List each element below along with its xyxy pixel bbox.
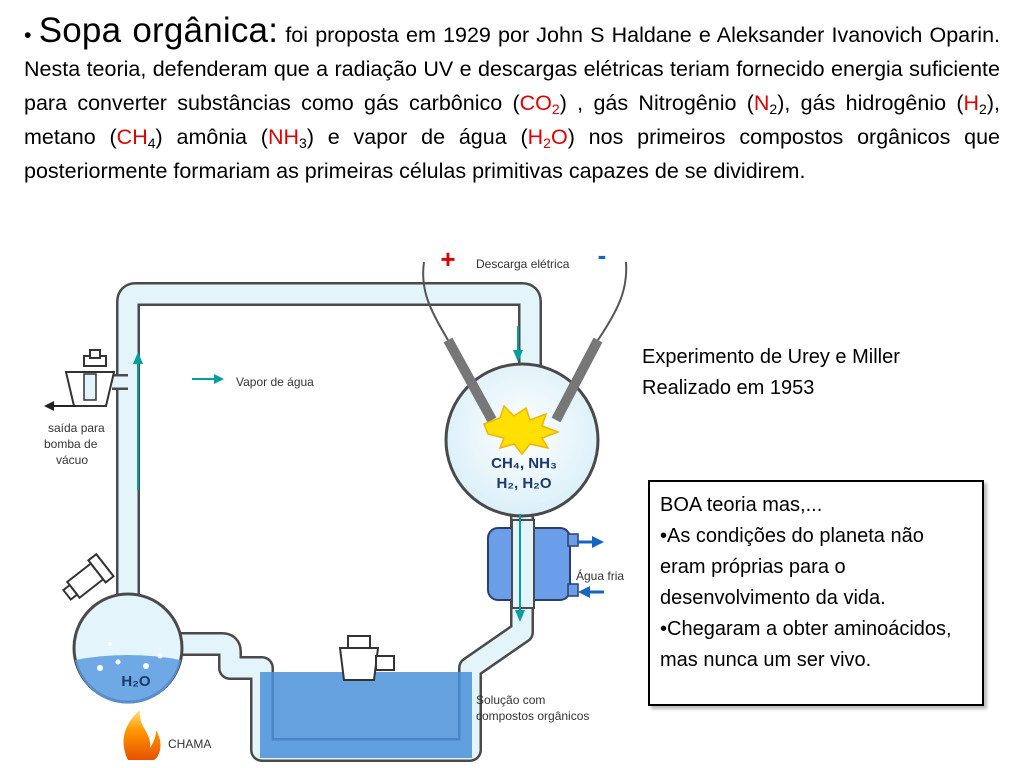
critique-box bbox=[648, 480, 984, 706]
formula-nh-sub: 3 bbox=[299, 135, 307, 151]
intro-text-1: foi proposta em 1929 por John S Haldane e Aleksander Ivanovich Oparin. Nesta teoria, defenderam que a radiação UV e descargas elétricas teriam fornecido energia suficiente para converter substâncias como gás carbônico ( bbox=[24, 23, 1000, 115]
condenser-icon bbox=[488, 520, 578, 608]
vapor-label: Vapor de água bbox=[236, 375, 314, 389]
intro-text-4: ), metano ( bbox=[24, 91, 1000, 149]
intro-paragraph bbox=[24, 11, 1000, 188]
vapor-legend bbox=[192, 374, 314, 389]
valve-icon bbox=[66, 350, 114, 406]
formula-h2o-h: H bbox=[527, 125, 544, 149]
discharge-label: Descarga elétrica bbox=[476, 257, 570, 271]
intro-text-2: ) , gás Nitrogênio ( bbox=[559, 91, 754, 115]
heading: Sopa orgânica: bbox=[38, 11, 279, 50]
box-bullet: •Chegaram a obter aminoácidos, mas nunca um ser vivo. bbox=[660, 618, 952, 671]
solution-label-1: Solução com bbox=[476, 693, 546, 707]
formula-n: N bbox=[753, 91, 770, 115]
gases-label-2: H₂, H₂O bbox=[496, 475, 552, 492]
boiling-flask bbox=[74, 594, 182, 704]
formula-nh: NH bbox=[267, 125, 300, 149]
formula-n-sub: 2 bbox=[769, 101, 778, 117]
box-bullet: •As condições do planeta não eram próprias para o desenvolvimento da vida. bbox=[660, 525, 924, 609]
intro-text-5: ) amônia ( bbox=[155, 125, 268, 149]
formula-ch-sub: 4 bbox=[147, 135, 156, 151]
formula-h2o-sub: 2 bbox=[543, 135, 551, 151]
flask-label: H₂O bbox=[121, 673, 151, 690]
arrow-left-icon bbox=[44, 401, 76, 411]
urey-miller-diagram bbox=[0, 240, 640, 768]
caption-line-1: Experimento de Urey e Miller bbox=[642, 346, 900, 368]
bullet: • bbox=[24, 23, 32, 47]
formula-ch: CH bbox=[116, 125, 148, 149]
minus-electrode: - bbox=[597, 240, 607, 270]
vacuum-label-2: bomba de bbox=[44, 437, 98, 451]
u-tube-water bbox=[260, 672, 472, 758]
vacuum-label-1: saída para bbox=[48, 421, 105, 435]
flame-label: CHAMA bbox=[168, 737, 212, 751]
cold-water-label: Água fria bbox=[576, 569, 625, 583]
caption-line-2: Realizado em 1953 bbox=[642, 377, 815, 399]
formula-co: CO bbox=[519, 91, 552, 115]
solution-label-2: compostos orgânicos bbox=[476, 709, 590, 723]
formula-co-sub: 2 bbox=[551, 101, 560, 117]
intro-text-7: ) nos primeiros compostos orgânicos que posteriormente formariam as primeiras células primitivas capazes de se dividirem. bbox=[24, 125, 1000, 183]
intro-text-3: ), gás hidrogênio ( bbox=[777, 91, 964, 115]
cold-water-arrows bbox=[578, 536, 604, 598]
vacuum-label-3: vácuo bbox=[56, 453, 89, 467]
flame-icon bbox=[124, 710, 161, 760]
intro-text-6: ) e vapor de água ( bbox=[306, 125, 528, 149]
formula-h-sub: 2 bbox=[979, 101, 987, 117]
formula-h2o-o: O bbox=[550, 125, 568, 149]
experiment-caption bbox=[642, 342, 972, 404]
formula-h: H bbox=[963, 91, 980, 115]
box-title: BOA teoria mas,... bbox=[660, 494, 823, 516]
gases-label-1: CH₄, NH₃ bbox=[491, 455, 557, 472]
plus-electrode: + bbox=[440, 244, 456, 274]
